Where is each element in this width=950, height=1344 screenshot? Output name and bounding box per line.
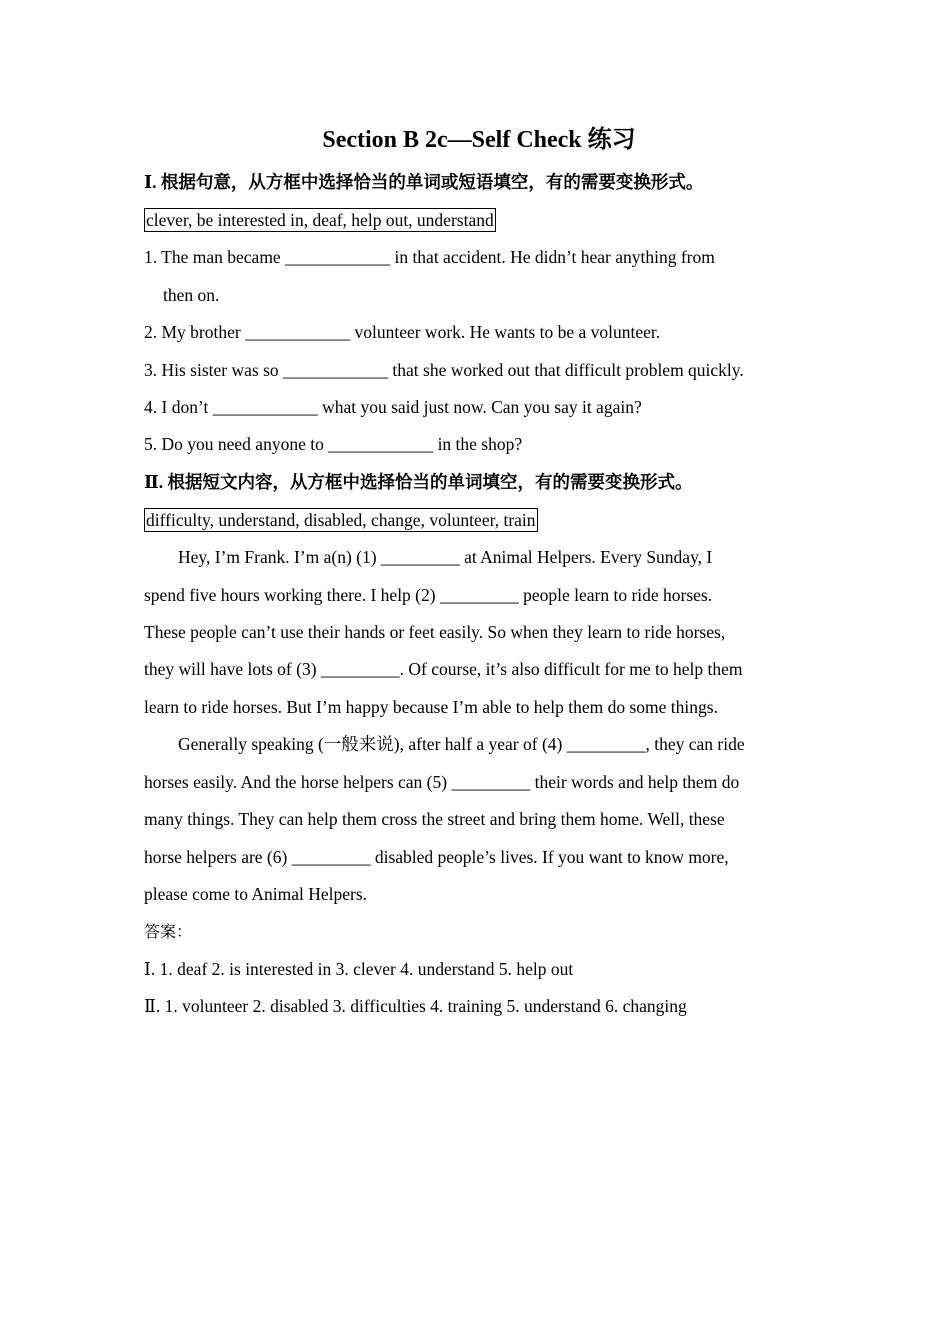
passage-line: horses easily. And the horse helpers can (5) _________ their words and help them do: [144, 771, 740, 792]
question-1-continued: then on.: [163, 284, 220, 305]
passage-line: Hey, I’m Frank. I’m a(n) (1) _________ at Animal Helpers. Every Sunday, I: [178, 547, 713, 568]
passage-line: they will have lots of (3) _________. Of course, it’s also difficult for me to help them: [144, 659, 743, 680]
question-2: 2. My brother ____________ volunteer work. He wants to be a volunteer.: [144, 322, 661, 343]
question-3: 3. His sister was so ____________ that she worked out that difficult problem quickly.: [144, 359, 744, 380]
passage-line: These people can’t use their hands or feet easily. So when they learn to ride horses,: [144, 622, 726, 643]
passage-line: spend five hours working there. I help (2) _________ people learn to ride horses.: [144, 584, 713, 605]
passage-line: Generally speaking (一般来说), after half a year of (4) _________, they can ride: [178, 734, 745, 755]
part2-heading: Ⅱ. 根据短文内容，从方框中选择恰当的单词填空，有的需要变换形式。: [144, 471, 693, 492]
worksheet-page: [144, 120, 814, 1026]
part1-word-box: clever, be interested in, deaf, help out, understand: [146, 210, 494, 231]
passage-line: horse helpers are (6) _________ disabled people’s lives. If you want to know more,: [144, 846, 729, 867]
page-title: Section B 2c—Self Check 练习: [322, 127, 636, 153]
answers-label: 答案：: [144, 922, 193, 942]
passage-line: please come to Animal Helpers.: [144, 883, 368, 904]
question-5: 5. Do you need anyone to ____________ in the shop?: [144, 434, 523, 455]
answers-part2: Ⅱ. 1. volunteer 2. disabled 3. difficulties 4. training 5. understand 6. changing: [144, 996, 687, 1017]
part2-word-box: difficulty, understand, disabled, change, volunteer, train: [146, 510, 536, 531]
answers-part1: Ⅰ. 1. deaf 2. is interested in 3. clever 4. understand 5. help out: [144, 958, 574, 979]
question-1: 1. The man became ____________ in that accident. He didn’t hear anything from: [144, 247, 715, 268]
passage-line: learn to ride horses. But I’m happy because I’m able to help them do some things.: [144, 696, 718, 717]
question-4: 4. I don’t ____________ what you said just now. Can you say it again?: [144, 397, 642, 418]
part1-heading: Ⅰ. 根据句意，从方框中选择恰当的单词或短语填空，有的需要变换形式。: [144, 172, 704, 192]
passage-line: many things. They can help them cross the street and bring them home. Well, these: [144, 809, 725, 830]
